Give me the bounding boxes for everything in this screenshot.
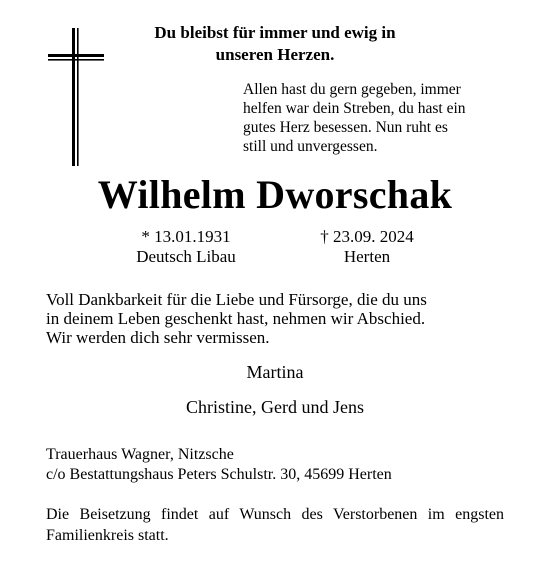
address-line-1: Trauerhaus Wagner, Nitzsche — [46, 446, 234, 463]
death-info — [277, 227, 457, 267]
poem-line: still und unvergessen. — [243, 138, 378, 155]
death-place: Herten — [343, 247, 391, 266]
thanks-line: Voll Dankbarkeit für die Liebe und Fürsorge, die du uns — [46, 290, 427, 309]
mourner-primary: Martina — [246, 362, 304, 382]
birth-info — [96, 227, 276, 267]
mourning-address — [46, 445, 526, 485]
thanks-line: Wir werden dich sehr vermissen. — [46, 328, 270, 347]
header-quote-line-2: unseren Herzen. — [215, 45, 335, 64]
birth-date: * 13.01.1931 — [141, 227, 231, 246]
header-quote — [110, 22, 440, 66]
birth-place: Deutsch Libau — [136, 247, 236, 266]
mourner-secondary: Christine, Gerd und Jens — [186, 397, 364, 417]
poem-line: helfen war dein Streben, du hast ein — [243, 100, 466, 117]
funeral-notice: Die Beisetzung findet auf Wunsch des Verstorbenen im engsten Familienkreis statt. — [46, 506, 504, 544]
header-quote-line-1: Du bleibst für immer und ewig in — [154, 23, 396, 42]
deceased-name: Wilhelm Dworschak — [97, 172, 453, 217]
poem-line: Allen hast du gern gegeben, immer — [243, 81, 461, 98]
poem — [243, 80, 533, 156]
death-date: † 23.09. 2024 — [320, 227, 414, 246]
latin-cross-icon — [48, 28, 104, 166]
address-line-2: c/o Bestattungshaus Peters Schulstr. 30, 45699 Herten — [46, 466, 392, 483]
thanks-text — [46, 290, 516, 347]
poem-line: gutes Herz besessen. Nun ruht es — [243, 119, 448, 136]
thanks-line: in deinem Leben geschenkt hast, nehmen wir Abschied. — [46, 309, 426, 328]
